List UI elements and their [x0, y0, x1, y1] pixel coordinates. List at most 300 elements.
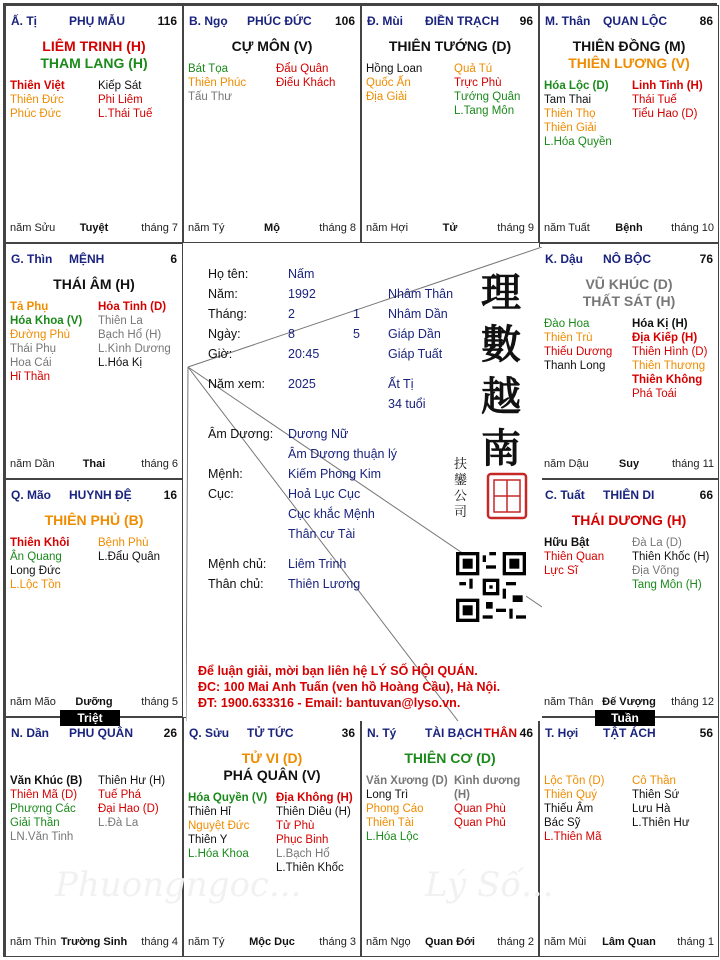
palace-footer [10, 936, 178, 950]
palace-header [367, 726, 533, 742]
main-star: THẤT SÁT (H) [582, 293, 676, 309]
palace-name: TÀI BẠCH [425, 726, 483, 740]
minor-star: L.Hóa Khoa [188, 848, 249, 860]
left-star-list [366, 774, 448, 844]
minor-star: Bác Sỹ [544, 817, 581, 829]
minor-star: Long Trì [366, 789, 409, 801]
minor-star: Thiên Hình (D) [632, 346, 708, 358]
right-star-list [454, 774, 538, 830]
minor-star: Kình dương (H) [454, 775, 521, 801]
palace-footer [10, 458, 178, 472]
minor-star: Đào Hoa [544, 318, 590, 330]
year-label: năm Hợi [366, 222, 409, 234]
nam-xem-can-chi: Ất Tị [388, 377, 414, 391]
month-label: tháng 2 [497, 936, 534, 948]
watermark-left: Phuongngoc... [55, 865, 302, 905]
palace-name: NÔ BỘC [603, 252, 651, 266]
palace-header [545, 488, 713, 504]
palace-header [545, 14, 713, 30]
minor-star: Địa Không (H) [276, 792, 353, 804]
palace-branch: Q. Mão [11, 488, 52, 502]
palace-branch: G. Thìn [11, 252, 53, 266]
trang-sinh-label: Lâm Quan [602, 936, 656, 948]
palace-footer [10, 696, 178, 710]
palace-ty[interactable] [5, 5, 183, 243]
minor-star: Thiên Sứ [632, 789, 680, 801]
trang-sinh-label: Tuyệt [79, 222, 109, 234]
palace-footer [366, 936, 534, 950]
minor-star: Tử Phù [276, 820, 315, 832]
palace-number: 6 [170, 252, 177, 266]
minor-star: L.Đẩu Quân [98, 551, 161, 563]
minor-star: Tuế Phá [98, 789, 142, 801]
left-star-list [544, 317, 612, 373]
nam-can-chi: Nhâm Thân [388, 287, 454, 301]
palace-branch: Đ. Mùi [367, 14, 403, 28]
ngay-label: Ngày: [208, 327, 241, 341]
main-star: THIÊN CƠ (D) [404, 750, 496, 766]
main-stars [6, 512, 182, 529]
year-label: năm Tý [188, 936, 225, 948]
trang-sinh-label: Tử [442, 222, 458, 234]
minor-star: Phục Binh [276, 834, 329, 846]
minor-star: Thiên Hư (H) [98, 775, 166, 787]
palace-number: 56 [699, 726, 713, 740]
minor-star: Quả Tú [454, 63, 493, 75]
minor-star: Tướng Quân [454, 91, 521, 103]
nam-label: Năm: [208, 287, 238, 301]
minor-star: Thiên Quý [544, 789, 598, 801]
minor-star: Hóa Kị (H) [632, 318, 688, 330]
ngay-am-lich: 8 [288, 327, 295, 341]
month-label: tháng 9 [497, 222, 534, 234]
right-star-list [98, 536, 160, 564]
phone-email-line[interactable]: ĐT: 1900.633316 - Email: bantuvan@lyso.vn. [198, 696, 461, 710]
left-star-list [188, 791, 267, 861]
minor-star: Thiên Giải [544, 122, 597, 134]
minor-star: Phúc Đức [10, 108, 62, 120]
palace-number: 106 [334, 14, 355, 28]
right-star-list [98, 774, 165, 830]
trang-sinh-label: Mộ [264, 222, 280, 234]
minor-star: Thiên Tài [366, 817, 414, 829]
am-duong-note: Âm Dương thuận lý [288, 447, 397, 461]
palace-ngo[interactable] [183, 5, 361, 243]
month-label: tháng 3 [319, 936, 356, 948]
minor-star: Thiên Không [632, 374, 703, 386]
main-star: THÁI ÂM (H) [53, 276, 135, 292]
watermark-right: Lý Số... [425, 865, 554, 905]
right-star-list [632, 536, 709, 592]
minor-star: Linh Tinh (H) [632, 80, 703, 92]
palace-footer [366, 222, 534, 236]
year-label: năm Mùi [544, 936, 587, 948]
minor-star: Văn Xương (D) [366, 775, 448, 787]
month-label: tháng 5 [141, 696, 178, 708]
thang-am-lich: 2 [288, 307, 295, 321]
nam-xem-value: 2025 [288, 377, 316, 391]
palace-name: PHÚC ĐỨC [247, 14, 312, 28]
year-label: năm Dậu [544, 458, 589, 470]
main-star: THIÊN LƯƠNG (V) [568, 55, 690, 71]
minor-star: L.Thiên Mã [544, 831, 602, 843]
palace-number: 76 [699, 252, 713, 266]
minor-star: Lực Sĩ [544, 565, 578, 577]
qr-code-icon[interactable] [456, 552, 526, 622]
minor-star: Thiên Hỉ [188, 806, 231, 818]
minor-star: Địa Kiếp (H) [632, 332, 698, 344]
main-stars [540, 276, 718, 310]
main-stars [362, 38, 538, 55]
minor-star: Thiên La [98, 315, 143, 327]
minor-star: Long Đức [10, 565, 61, 577]
palace-branch: Ấ. Tị [11, 14, 37, 28]
nam-xem-label: Năm xem: [208, 377, 265, 391]
right-star-list [276, 791, 353, 875]
minor-star: Trực Phù [454, 77, 502, 89]
palace-header [11, 252, 177, 268]
minor-star: Thiên Y [188, 834, 228, 846]
trang-sinh-label: Mộc Dục [249, 936, 295, 948]
gio-can-chi: Giáp Tuất [388, 347, 443, 361]
minor-star: L.Kình Dương [98, 343, 171, 355]
main-star: LIÊM TRINH (H) [42, 38, 146, 54]
palace-dau[interactable] [539, 243, 719, 479]
palace-branch: T. Hợi [545, 726, 579, 740]
palace-tuat[interactable] [539, 479, 719, 717]
minor-star: Quan Phủ [454, 817, 506, 829]
palace-name: HUYNH ĐỆ [69, 488, 132, 502]
month-label: tháng 6 [141, 458, 178, 470]
minor-star: Phá Toái [632, 388, 677, 400]
palace-suu[interactable] [183, 717, 361, 957]
main-star: PHÁ QUÂN (V) [223, 767, 321, 783]
horoscope-chart [3, 3, 717, 957]
right-star-list [454, 62, 520, 118]
minor-star: Hóa Khoa (V) [10, 315, 83, 327]
palace-header [545, 252, 713, 268]
palace-number: 36 [341, 726, 355, 740]
minor-star: Thiên Khốc (H) [632, 551, 710, 563]
thang-duong-lich: 1 [353, 307, 360, 321]
than-cu-note: Thân cư Tài [288, 527, 356, 541]
trang-sinh-label: Quan Đới [425, 936, 475, 948]
ngay-can-chi: Giáp Dần [388, 327, 441, 341]
palace-footer [188, 222, 356, 236]
thang-label: Tháng: [208, 307, 247, 321]
minor-star: L.Hóa Lộc [366, 831, 419, 843]
palace-name: PHỤ MẪU [69, 14, 125, 28]
main-star: THIÊN PHỦ (B) [44, 512, 144, 528]
palace-dan[interactable] [5, 717, 183, 957]
minor-star: Nguyệt Đức [188, 820, 250, 832]
year-label: năm Mão [10, 696, 56, 708]
calligraphy-char: 理 [481, 269, 521, 316]
red-seal-icon [486, 472, 528, 520]
minor-star: Hỏa Tinh (D) [98, 301, 167, 313]
month-label: tháng 1 [677, 936, 714, 948]
minor-star: L.Tang Môn [454, 105, 515, 117]
year-label: năm Sửu [10, 222, 56, 234]
minor-star: L.Thiên Khốc [276, 862, 344, 874]
menh-value: Kiếm Phong Kim [288, 467, 382, 481]
right-star-list [98, 300, 171, 370]
main-star: CỰ MÔN (V) [231, 38, 313, 54]
palace-header [11, 488, 177, 504]
palace-branch: N. Tý [367, 726, 397, 740]
minor-star: Hữu Bật [544, 537, 590, 549]
left-star-list [188, 62, 246, 104]
minor-star: L.Thiên Hư [632, 817, 690, 829]
minor-star: Thanh Long [544, 360, 606, 372]
palace-footer [544, 222, 714, 236]
trang-sinh-label: Thai [82, 458, 106, 470]
am-duong-value: Dương Nữ [288, 427, 349, 441]
than-chu-label: Thân chủ: [208, 577, 264, 591]
main-star: THAM LANG (H) [40, 55, 148, 71]
minor-star: Thiên Việt [10, 80, 65, 92]
tuoi-value: 34 tuổi [388, 397, 426, 411]
palace-header [11, 726, 177, 742]
cuc-value: Hoả Lục Cục [288, 487, 361, 501]
minor-star: Kiếp Sát [98, 80, 142, 92]
palace-thin[interactable] [5, 243, 183, 479]
palace-mui[interactable] [361, 5, 539, 243]
minor-star: Thiếu Dương [544, 346, 613, 358]
palace-name: MỆNH [69, 252, 105, 266]
minor-star: Bệnh Phù [98, 537, 149, 549]
month-label: tháng 10 [671, 222, 714, 234]
palace-number: 16 [163, 488, 177, 502]
minor-star: Hồng Loan [366, 63, 423, 75]
triet-marker: Triệt [60, 710, 120, 726]
palace-name: TỬ TỨC [247, 726, 294, 740]
am-duong-label: Âm Dương: [208, 427, 274, 441]
palace-name: ĐIỀN TRẠCH [425, 14, 499, 28]
minor-star: Văn Khúc (B) [10, 775, 83, 787]
main-star: THÁI DƯƠNG (H) [571, 512, 687, 528]
main-star: VŨ KHÚC (D) [585, 276, 673, 292]
right-star-list [632, 317, 707, 401]
minor-star: Tấu Thư [188, 91, 232, 103]
minor-star: Tả Phụ [10, 301, 49, 313]
gio-value: 20:45 [288, 347, 320, 361]
menh-chu-label: Mệnh chủ: [208, 557, 267, 571]
month-label: tháng 8 [319, 222, 356, 234]
menh-label: Mệnh: [208, 467, 243, 481]
ngay-duong-lich: 5 [353, 327, 360, 341]
palace-footer [544, 936, 714, 950]
trang-sinh-label: Trường Sinh [60, 936, 128, 948]
minor-star: L.Thái Tuế [98, 108, 153, 120]
nam-value: 1992 [288, 287, 316, 301]
palace-name: QUAN LỘC [603, 14, 667, 28]
minor-star: Địa Võng [632, 565, 680, 577]
minor-star: Hóa Lộc (D) [544, 80, 609, 92]
minor-star: Thiếu Âm [544, 803, 594, 815]
left-star-list [544, 536, 604, 578]
minor-star: Cô Thần [632, 775, 676, 787]
trang-sinh-label: Suy [618, 458, 640, 470]
right-star-list [276, 62, 335, 90]
palace-footer [544, 696, 714, 710]
contact-line: Để luận giải, mời bạn liên hệ LÝ SỐ HỘI QUÁN. [198, 664, 478, 678]
main-stars [540, 38, 718, 72]
minor-star: Đường Phù [10, 329, 70, 341]
minor-star: Tiểu Hao (D) [632, 108, 698, 120]
minor-star: Tang Môn (H) [632, 579, 702, 591]
minor-star: Thiên Khôi [10, 537, 70, 549]
left-star-list [544, 774, 605, 844]
month-label: tháng 4 [141, 936, 178, 948]
palace-mao[interactable] [5, 479, 183, 717]
left-star-list [366, 62, 422, 104]
palace-header [189, 726, 355, 742]
left-star-list [10, 300, 82, 384]
minor-star: Đẩu Quân [276, 63, 329, 75]
left-star-list [544, 79, 612, 149]
palace-number: 86 [699, 14, 713, 28]
palace-header [189, 14, 355, 30]
palace-name: PHU QUÂN [69, 726, 134, 740]
tuan-marker: Tuần [595, 710, 655, 726]
minor-star: Quan Phù [454, 803, 506, 815]
minor-star: Đại Hao (D) [98, 803, 159, 815]
minor-star: L.Lộc Tồn [10, 579, 61, 591]
minor-star: Thiên Trù [544, 332, 593, 344]
palace-header [545, 726, 713, 742]
year-label: năm Ngọ [366, 936, 411, 948]
cuc-label: Cục: [208, 487, 234, 501]
palace-number: 66 [699, 488, 713, 502]
ho-ten-label: Họ tên: [208, 267, 249, 281]
year-label: năm Thân [544, 696, 594, 708]
palace-name: THIÊN DI [603, 488, 655, 502]
right-star-list [98, 79, 152, 121]
minor-star: Bạch Hổ (H) [98, 329, 162, 341]
center-info-panel [186, 247, 542, 721]
palace-ty2[interactable] [361, 717, 539, 957]
year-label: năm Thìn [10, 936, 57, 948]
palace-hoi[interactable] [539, 717, 719, 957]
minor-star: Đà La (D) [632, 537, 682, 549]
calligraphy-side-text: 扶鑾公司 [454, 457, 468, 520]
main-stars [540, 512, 718, 529]
thang-can-chi: Nhâm Dần [388, 307, 448, 321]
minor-star: Tam Thai [544, 94, 592, 106]
main-star: TỬ VI (D) [241, 750, 303, 766]
month-label: tháng 11 [671, 458, 714, 470]
minor-star: Địa Giải [366, 91, 407, 103]
ho-ten-value: Nấm [288, 267, 315, 281]
minor-star: L.Đà La [98, 817, 139, 829]
minor-star: Phi Liêm [98, 94, 143, 106]
palace-number: 46 [519, 726, 533, 740]
palace-header [367, 14, 533, 30]
minor-star: Điếu Khách [276, 77, 336, 89]
trang-sinh-label: Đế Vượng [602, 696, 656, 708]
palace-branch: B. Ngọ [189, 14, 228, 28]
trang-sinh-label: Bệnh [615, 222, 643, 234]
minor-star: Bát Tọa [188, 63, 229, 75]
minor-star: Hoa Cái [10, 357, 52, 369]
palace-number: 96 [519, 14, 533, 28]
minor-star: Thái Phụ [10, 343, 57, 355]
calligraphy-char: 南 [481, 425, 521, 472]
left-star-list [10, 774, 82, 844]
minor-star: Giải Thần [10, 817, 60, 829]
cuc-note: Cục khắc Mệnh [288, 507, 375, 521]
than-chu-value: Thiên Lương [288, 577, 361, 591]
right-star-list [632, 774, 690, 830]
minor-star: Thiên Diêu (H) [276, 806, 351, 818]
minor-star: Lưu Hà [632, 803, 671, 815]
main-stars [362, 750, 538, 767]
palace-footer [544, 458, 714, 472]
main-stars [184, 38, 360, 55]
contact-block [198, 663, 500, 711]
calligraphy-char: 越 [481, 373, 521, 420]
minor-star: LN.Văn Tinh [10, 831, 74, 843]
minor-star: L.Bạch Hổ [276, 848, 330, 860]
palace-branch: C. Tuất [545, 488, 585, 502]
palace-branch: K. Dậu [545, 252, 584, 266]
minor-star: Thiên Phúc [188, 77, 247, 89]
left-star-list [10, 536, 69, 592]
gio-label: Giờ: [208, 347, 233, 361]
trang-sinh-label: Dưỡng [75, 696, 113, 708]
than-marker: THÂN [483, 726, 517, 740]
minor-star: Thái Tuế [632, 94, 677, 106]
main-stars [6, 38, 182, 72]
minor-star: Thiên Thọ [544, 108, 596, 120]
minor-star: Thiên Thương [632, 360, 706, 372]
palace-header [11, 14, 177, 30]
minor-star: Lộc Tồn (D) [544, 775, 605, 787]
palace-than[interactable] [539, 5, 719, 243]
minor-star: Phong Cáo [366, 803, 424, 815]
calligraphy-logo [471, 267, 531, 475]
left-star-list [10, 79, 65, 121]
month-label: tháng 12 [671, 696, 714, 708]
main-star: THIÊN ĐỒNG (M) [572, 38, 686, 54]
palace-footer [10, 222, 178, 236]
minor-star: Phượng Các [10, 803, 76, 815]
palace-branch: M. Thân [545, 14, 591, 28]
palace-branch: Q. Sửu [189, 726, 230, 740]
minor-star: Hỉ Thần [10, 371, 51, 383]
palace-name: TẬT ÁCH [603, 726, 656, 740]
main-star: THIÊN TƯỚNG (D) [388, 38, 512, 54]
minor-star: L.Hóa Quyền [544, 136, 612, 148]
palace-footer [188, 936, 356, 950]
palace-number: 26 [163, 726, 177, 740]
minor-star: Thiên Mã (D) [10, 789, 78, 801]
year-label: năm Tý [188, 222, 225, 234]
minor-star: Quốc Ấn [366, 77, 411, 89]
menh-chu-value: Liêm Trinh [288, 557, 347, 571]
palace-number: 116 [157, 14, 177, 28]
year-label: năm Dần [10, 458, 55, 470]
minor-star: Thiên Đức [10, 94, 64, 106]
minor-star: Thiên Quan [544, 551, 605, 563]
minor-star: Ân Quang [10, 551, 62, 563]
minor-star: L.Hóa Kị [98, 357, 143, 369]
address-line: ĐC: 100 Mai Anh Tuấn (ven hồ Hoàng Cầu), Hà Nội. [198, 680, 501, 694]
month-label: tháng 7 [141, 222, 178, 234]
palace-branch: N. Dần [11, 726, 50, 740]
main-stars [6, 276, 182, 293]
